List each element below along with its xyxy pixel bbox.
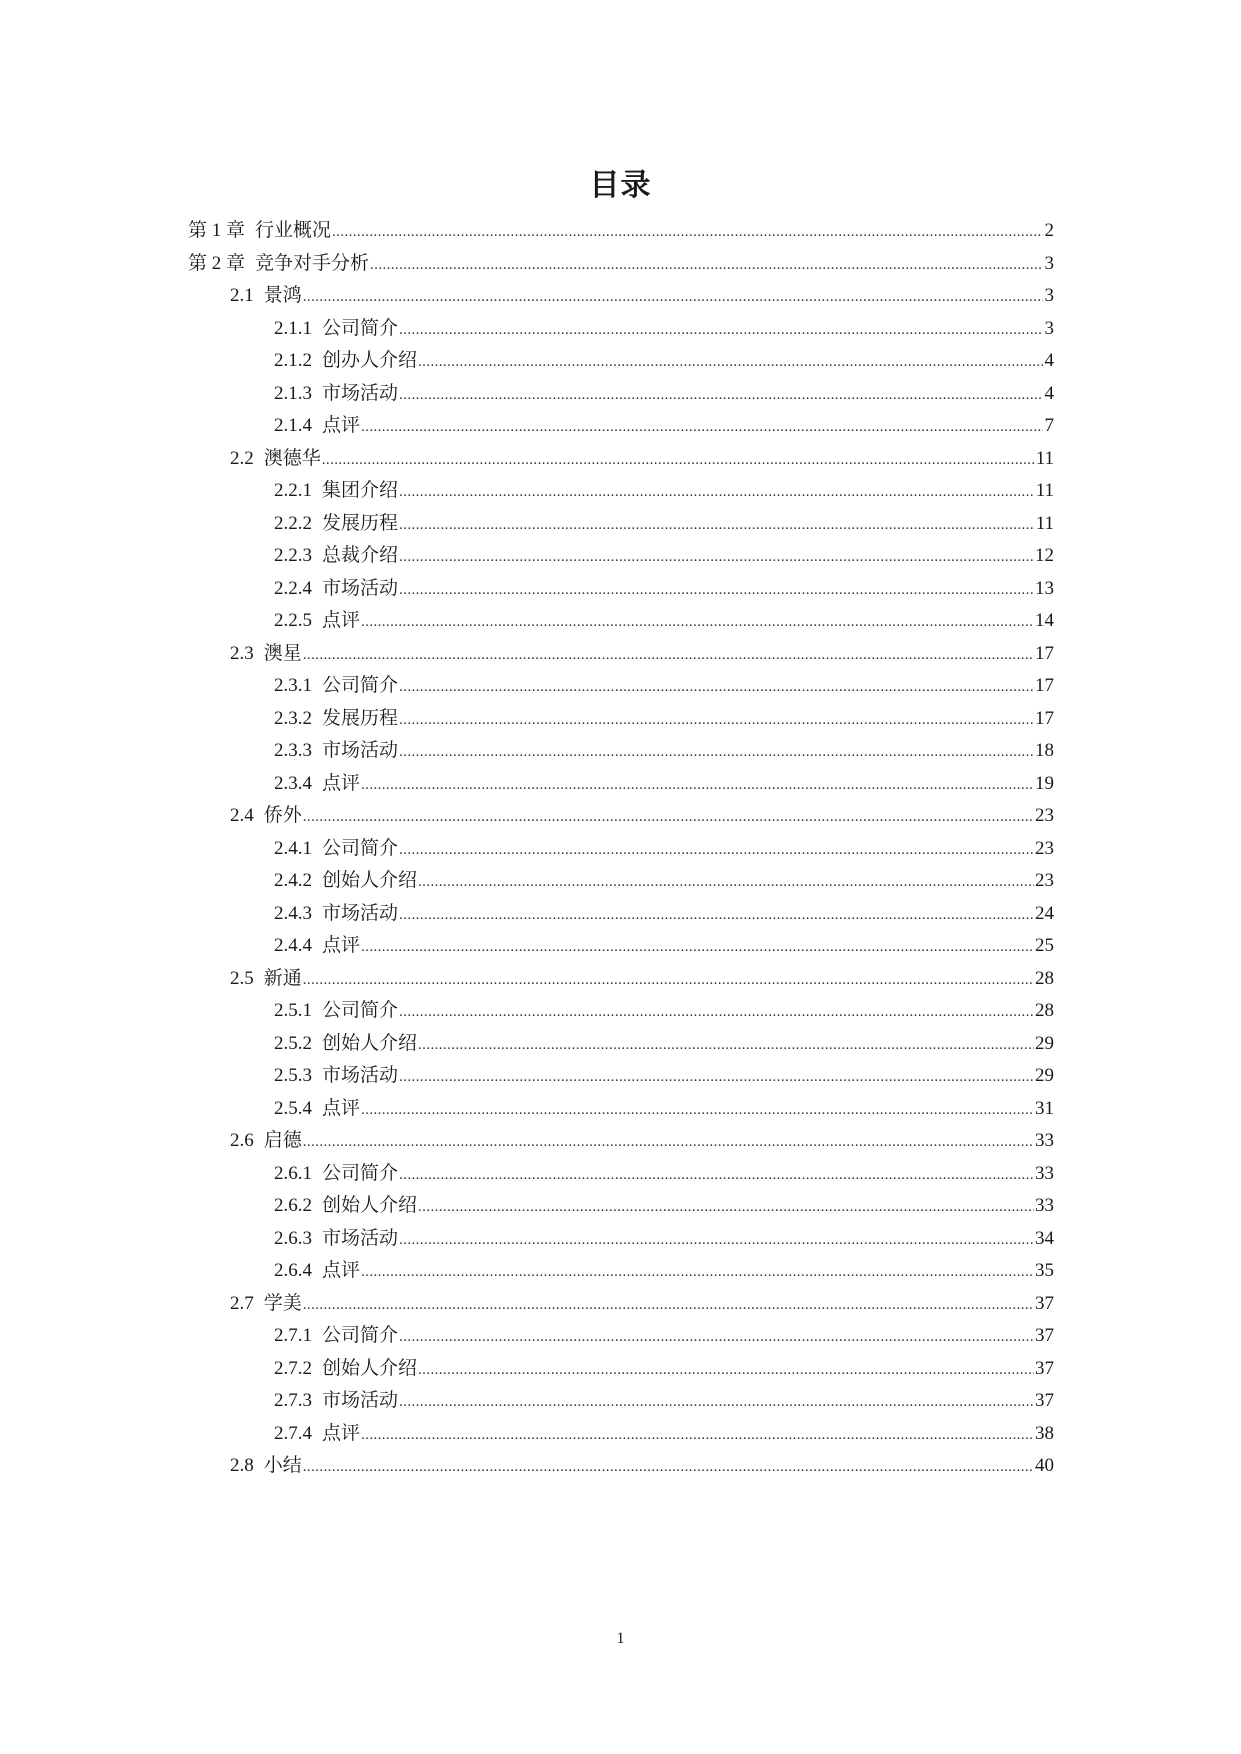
toc-entry-number: 2.4.2 [274,870,312,891]
dot-leader [303,809,1034,826]
toc-entry-page: 23 [1035,870,1054,891]
dot-leader [399,1069,1034,1086]
toc-entry-label: 市场活动 [322,1390,399,1411]
toc-entry[interactable] [188,1158,1054,1191]
toc-entry[interactable] [188,248,1054,281]
toc-entry[interactable] [188,1255,1054,1288]
dot-leader [303,1134,1034,1151]
dot-leader [399,744,1034,761]
toc-entry-number: 2.7.4 [274,1422,312,1444]
dot-leader [399,712,1034,729]
dot-leader [332,224,1043,241]
toc-entry-label: 景鸿 [263,285,302,306]
toc-entry-number: 2.2.1 [274,480,312,501]
toc-entry-label: 集团介绍 [322,480,399,501]
toc-entry-label: 行业概况 [255,220,332,241]
toc-entry[interactable] [188,573,1054,606]
toc-entry-number: 2.6.1 [274,1162,312,1184]
toc-entry-number: 2.5.4 [274,1097,312,1119]
toc-entry[interactable] [188,735,1054,768]
toc-entry[interactable] [188,1353,1054,1386]
toc-entry[interactable] [188,1450,1054,1483]
toc-entry-page: 17 [1035,707,1054,729]
toc-entry-number: 2.6.2 [274,1195,312,1216]
toc-entry-page: 28 [1035,1000,1054,1021]
toc-entry-label: 创始人介绍 [322,1357,418,1379]
toc-entry-number: 2.6.4 [274,1260,312,1281]
toc-entry-number: 2.5.2 [274,1032,312,1054]
toc-entry-label: 点评 [322,1260,361,1281]
dot-leader [399,484,1035,501]
dot-leader [399,387,1043,404]
toc-entry[interactable] [188,1093,1054,1126]
toc-entry-page: 18 [1035,740,1054,761]
toc-entry-number: 2.7.3 [274,1390,312,1411]
dot-leader [361,939,1034,956]
dot-leader [399,1329,1034,1346]
toc-entry-label: 市场活动 [322,902,399,924]
toc-entry-label: 创始人介绍 [322,1195,418,1216]
toc-entry-page: 17 [1035,642,1054,664]
toc-entry-page: 14 [1035,610,1054,631]
toc-entry-label: 学美 [263,1292,302,1314]
toc-entry[interactable] [188,345,1054,378]
dot-leader [361,419,1043,436]
toc-entry-page: 11 [1035,512,1054,534]
toc-entry[interactable] [188,865,1054,898]
toc-entry[interactable] [188,508,1054,541]
toc-entry-label: 点评 [322,935,361,956]
dot-leader [399,1232,1034,1249]
dot-leader [322,452,1035,469]
toc-entry-page: 11 [1035,480,1054,501]
toc-entry-label: 发展历程 [322,707,399,729]
toc-entry-page: 37 [1035,1292,1054,1314]
toc-entry-page: 4 [1044,382,1054,404]
toc-entry[interactable] [188,995,1054,1028]
dot-leader [399,1004,1034,1021]
toc-entry[interactable] [188,378,1054,411]
table-of-contents [188,215,1054,1483]
toc-entry-label: 总裁介绍 [322,545,399,566]
toc-entry-number: 2.4.3 [274,902,312,924]
dot-leader [399,1167,1034,1184]
toc-entry-number: 2.1.2 [274,350,312,371]
toc-entry-label: 启德 [263,1130,302,1151]
dot-leader [418,874,1034,891]
toc-entry-number: 2.4 [230,805,254,826]
toc-entry-page: 12 [1035,545,1054,566]
dot-leader [399,322,1043,339]
toc-entry-number: 2.8 [230,1455,254,1476]
toc-entry[interactable] [188,1060,1054,1093]
toc-entry-label: 公司简介 [322,317,399,339]
dot-leader [399,549,1034,566]
toc-entry-page: 19 [1035,772,1054,794]
toc-entry[interactable] [188,833,1054,866]
toc-entry-label: 创始人介绍 [322,870,418,891]
toc-entry[interactable] [188,1028,1054,1061]
toc-entry-page: 3 [1044,317,1054,339]
toc-entry[interactable] [188,1190,1054,1223]
toc-entry[interactable] [188,670,1054,703]
toc-entry-page: 25 [1035,935,1054,956]
toc-entry[interactable] [188,540,1054,573]
toc-entry-label: 公司简介 [322,1000,399,1021]
dot-leader [399,517,1035,534]
dot-leader [361,777,1034,794]
toc-entry-label: 创始人介绍 [322,1032,418,1054]
toc-entry-number: 2.4.1 [274,837,312,859]
toc-entry[interactable] [188,800,1054,833]
toc-entry-number: 2.3.1 [274,675,312,696]
toc-entry[interactable] [188,638,1054,671]
toc-entry-number: 2.3.3 [274,740,312,761]
toc-entry[interactable] [188,963,1054,996]
toc-entry-page: 34 [1035,1227,1054,1249]
toc-entry[interactable] [188,930,1054,963]
toc-entry-number: 2.2.2 [274,512,312,534]
toc-entry-page: 2 [1044,220,1054,241]
toc-entry-page: 33 [1035,1162,1054,1184]
toc-entry-number: 2.6.3 [274,1227,312,1249]
dot-leader [399,679,1034,696]
dot-leader [303,647,1034,664]
dot-leader [399,907,1034,924]
toc-entry-label: 公司简介 [322,837,399,859]
toc-entry-label: 公司简介 [322,1325,399,1346]
toc-entry[interactable] [188,313,1054,346]
toc-entry-page: 37 [1035,1390,1054,1411]
toc-entry[interactable] [188,215,1054,248]
toc-entry-page: 13 [1035,577,1054,599]
dot-leader [399,842,1034,859]
toc-entry-label: 点评 [322,1422,361,1444]
toc-entry-label: 点评 [322,415,361,436]
toc-entry-number: 2.2.3 [274,545,312,566]
toc-entry-page: 33 [1035,1195,1054,1216]
dot-leader [399,1394,1034,1411]
dot-leader [303,1297,1034,1314]
toc-entry-label: 侨外 [263,805,302,826]
toc-entry-number: 2.7 [230,1292,254,1314]
toc-entry-number: 2.5 [230,967,254,989]
dot-leader [418,1037,1034,1054]
toc-entry-number: 2.3 [230,642,254,664]
toc-entry[interactable] [188,1223,1054,1256]
toc-entry-number: 2.1.1 [274,317,312,339]
toc-entry-number: 第 1 章 [188,220,246,241]
toc-entry-label: 小结 [263,1455,302,1476]
dot-leader [303,972,1034,989]
toc-entry-page: 7 [1044,415,1054,436]
toc-entry-number: 第 2 章 [188,252,246,274]
dot-leader [361,1264,1034,1281]
toc-entry-number: 2.1 [230,285,254,306]
toc-entry-page: 23 [1035,805,1054,826]
dot-leader [303,289,1043,306]
toc-entry[interactable] [188,1288,1054,1321]
dot-leader [418,1199,1034,1216]
toc-entry[interactable] [188,280,1054,313]
toc-entry[interactable] [188,768,1054,801]
toc-entry-number: 2.4.4 [274,935,312,956]
toc-entry[interactable] [188,898,1054,931]
toc-entry-page: 33 [1035,1130,1054,1151]
toc-entry-number: 2.7.2 [274,1357,312,1379]
toc-entry-page: 37 [1035,1325,1054,1346]
dot-leader [370,257,1043,274]
toc-entry-number: 2.3.2 [274,707,312,729]
toc-entry-page: 3 [1044,252,1054,274]
toc-entry-page: 37 [1035,1357,1054,1379]
toc-entry-number: 2.1.3 [274,382,312,404]
toc-entry-label: 澳星 [263,642,302,664]
toc-entry[interactable] [188,605,1054,638]
toc-entry-label: 澳德华 [263,447,321,469]
dot-leader [361,614,1034,631]
toc-entry-label: 发展历程 [322,512,399,534]
toc-entry-page: 17 [1035,675,1054,696]
page-number: 1 [616,1630,625,1647]
toc-entry-number: 2.6 [230,1130,254,1151]
dot-leader [418,1362,1034,1379]
toc-entry-page: 29 [1035,1065,1054,1086]
dot-leader [303,1459,1034,1476]
toc-entry-page: 40 [1035,1455,1054,1476]
toc-entry-page: 11 [1035,447,1054,469]
toc-entry-page: 35 [1035,1260,1054,1281]
toc-entry-label: 市场活动 [322,577,399,599]
toc-entry-label: 公司简介 [322,1162,399,1184]
toc-entry-page: 31 [1035,1097,1054,1119]
toc-entry-label: 新通 [263,967,302,989]
toc-entry[interactable] [188,1385,1054,1418]
toc-entry-number: 2.2 [230,447,254,469]
toc-entry-number: 2.5.1 [274,1000,312,1021]
toc-entry-number: 2.2.5 [274,610,312,631]
toc-entry-page: 28 [1035,967,1054,989]
toc-entry-label: 市场活动 [322,1227,399,1249]
toc-entry-page: 29 [1035,1032,1054,1054]
toc-entry[interactable] [188,443,1054,476]
toc-entry[interactable] [188,1418,1054,1451]
dot-leader [361,1427,1034,1444]
toc-entry-label: 市场活动 [322,1065,399,1086]
toc-entry-label: 市场活动 [322,740,399,761]
toc-entry-number: 2.2.4 [274,577,312,599]
toc-entry-page: 23 [1035,837,1054,859]
toc-title: 目录 [589,168,652,203]
toc-entry-label: 点评 [322,1097,361,1119]
toc-entry[interactable] [188,703,1054,736]
toc-entry[interactable] [188,1320,1054,1353]
toc-entry-number: 2.7.1 [274,1325,312,1346]
toc-entry-page: 38 [1035,1422,1054,1444]
toc-entry-label: 点评 [322,772,361,794]
toc-entry-number: 2.5.3 [274,1065,312,1086]
toc-entry-label: 点评 [322,610,361,631]
toc-entry[interactable] [188,1125,1054,1158]
toc-entry-label: 公司简介 [322,675,399,696]
dot-leader [399,582,1034,599]
toc-entry-label: 创办人介绍 [322,350,418,371]
toc-entry-page: 3 [1044,285,1054,306]
toc-entry-page: 24 [1035,902,1054,924]
toc-entry[interactable] [188,475,1054,508]
toc-entry[interactable] [188,410,1054,443]
toc-entry-number: 2.3.4 [274,772,312,794]
toc-entry-number: 2.1.4 [274,415,312,436]
dot-leader [361,1102,1034,1119]
toc-entry-label: 市场活动 [322,382,399,404]
toc-entry-page: 4 [1044,350,1054,371]
dot-leader [418,354,1043,371]
toc-entry-label: 竞争对手分析 [255,252,370,274]
